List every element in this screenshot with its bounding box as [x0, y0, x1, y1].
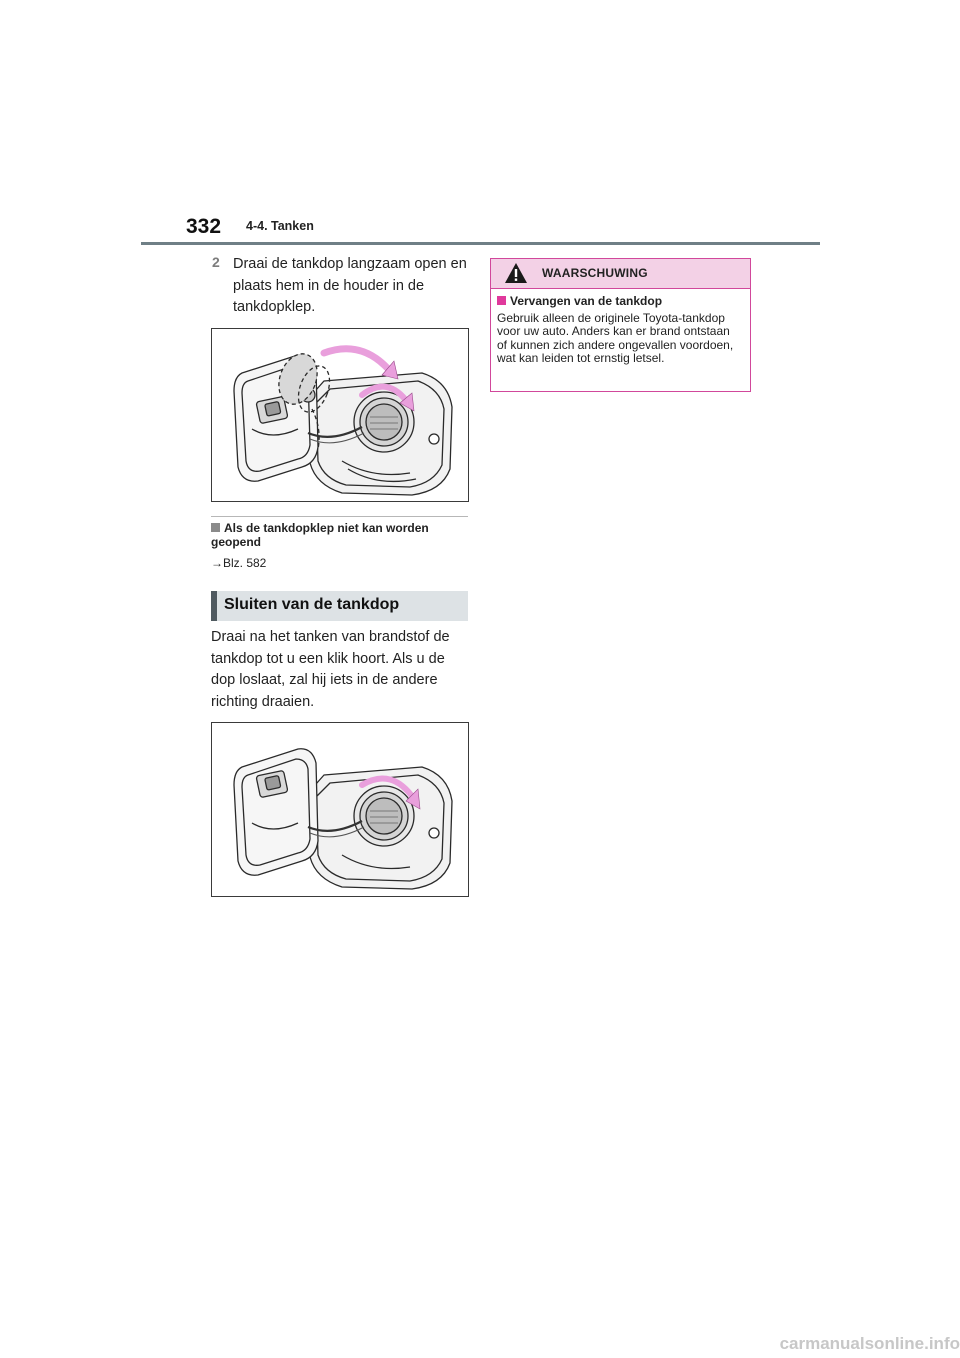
- subheading-rule: [211, 516, 468, 517]
- footer-watermark: carmanualsonline.info: [779, 1334, 960, 1353]
- bullet-square-icon: [211, 523, 220, 532]
- warning-triangle-icon: [504, 262, 528, 284]
- warning-title: WAARSCHUWING: [542, 266, 648, 280]
- illustration-close-fuel-cap: [211, 722, 469, 897]
- warning-box: [490, 258, 751, 392]
- header-rule: [141, 242, 820, 245]
- illustration-open-fuel-cap: [211, 328, 469, 502]
- page-number: 332: [186, 215, 222, 238]
- section-header: [211, 591, 468, 621]
- fuel-door-closing-drawing: [212, 723, 468, 896]
- note-heading: [211, 521, 468, 549]
- fuel-door-open-drawing: [212, 329, 468, 501]
- section-title: Sluiten van de tankdop: [224, 596, 400, 613]
- note-heading-text: Als de tankdopklep niet kan worden geopend: [211, 521, 429, 549]
- section-body-text: Draai na het tanken van brandstof de tankdop tot u een klik hoort. Als u de dop loslaat, zal hij iets in de andere richting draaien.: [211, 629, 450, 710]
- warning-header: [491, 259, 750, 289]
- step-number: 2: [212, 254, 220, 270]
- step-text: Draai de tankdop langzaam open en plaats hem in de houder in de tankdopklep.: [233, 256, 467, 315]
- section-header-accent: [211, 591, 217, 621]
- warning-subheading-text: Vervangen van de tankdop: [510, 294, 663, 308]
- chapter-title: 4-4. Tanken: [246, 219, 314, 233]
- bullet-square-icon: [497, 296, 506, 305]
- warning-subheading: [497, 294, 662, 308]
- page-reference-link[interactable]: →Blz. 582: [211, 556, 267, 570]
- warning-text: Gebruik alleen de originele Toyota-tankdop voor uw auto. Anders kan er brand ontstaan of kunnen zich andere ongevallen voordoen, wat kan leiden tot ernstig letsel.: [497, 311, 734, 365]
